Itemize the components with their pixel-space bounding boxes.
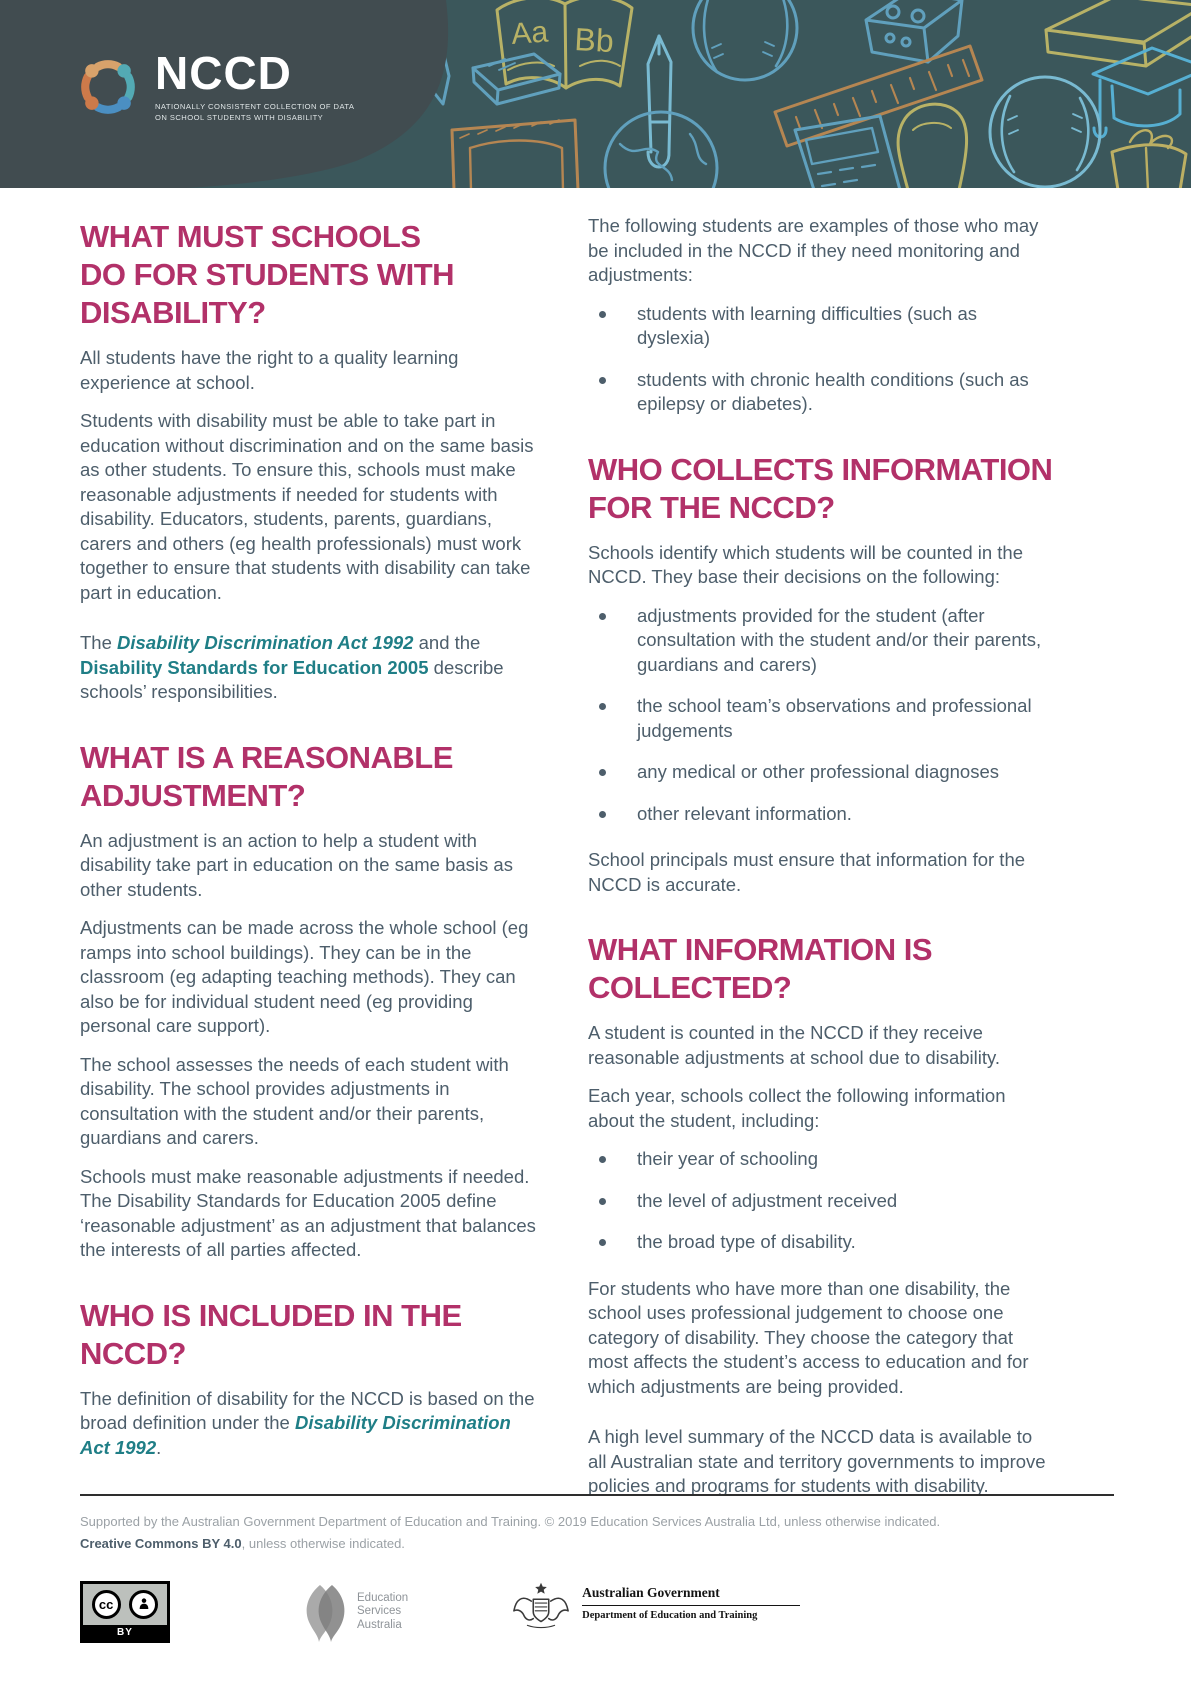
- coat-of-arms-icon: [510, 1581, 572, 1631]
- australian-government-logo: [510, 1581, 800, 1631]
- logo-tagline-line2: ON SCHOOL STUDENTS WITH DISABILITY: [155, 113, 324, 122]
- esa-text-line3: Australia: [357, 1618, 402, 1631]
- cc-icon: cc: [92, 1590, 121, 1619]
- link-disability-standards-education[interactable]: Disability Standards for Education 2005: [80, 656, 429, 678]
- cc-by-label: BY: [83, 1625, 167, 1640]
- book-text-aa: Aa: [510, 15, 550, 51]
- esa-text-line2: Services: [357, 1605, 402, 1618]
- left-column: [80, 214, 542, 1474]
- book-text-bb: Bb: [573, 21, 615, 60]
- gov-divider: [582, 1605, 800, 1606]
- list-item: adjustments provided for the student (after consultation with the student and/or their parents, guardians and carers): [588, 604, 1050, 678]
- person-icon: [129, 1590, 158, 1619]
- paragraph: Each year, schools collect the following information about the student, including:: [588, 1085, 1006, 1131]
- paragraph: School principals must ensure that information for the NCCD is accurate.: [588, 849, 1026, 895]
- paragraph: For students who have more than one disability, the school uses professional judgement to choose one category of disability. They choose the category that most affects the student’s access to education and for which adjustments are being provided.: [588, 1277, 1029, 1397]
- paragraph: The following students are examples of those who may be included in the NCCD if they need monitoring and adjustments:: [588, 215, 1039, 285]
- bullet-list: [588, 1147, 1050, 1255]
- paragraph: A student is counted in the NCCD if they receive reasonable adjustments at school due to disability.: [588, 1022, 1001, 1068]
- paragraph: Schools must make reasonable adjustments if needed. The Disability Standards for Education 2005 define ‘reasonable adjustment’ as an adjustment that balances the interests of all parties affected.: [80, 1165, 536, 1260]
- text-run: The definition of disability for the NCCD is based on the broad definition under the: [80, 1387, 535, 1433]
- education-services-australia-logo: [304, 1581, 408, 1643]
- bullet-list: [588, 302, 1050, 417]
- link-disability-discrimination-act[interactable]: Disability Discrimination Act 1992: [117, 632, 414, 653]
- bullet-list: [588, 604, 1050, 827]
- paragraph-with-links: [80, 631, 542, 705]
- list-item: students with learning difficulties (such as dyslexia): [588, 302, 1050, 351]
- heading-who-collects-information: WHO COLLECTS INFORMATION FOR THE NCCD?: [588, 451, 1053, 525]
- nccd-logo: [76, 47, 355, 123]
- text-run: The: [80, 632, 118, 653]
- text-run: and the: [413, 632, 481, 653]
- heading-what-information-collected: WHAT INFORMATION IS COLLECTED?: [588, 932, 933, 1005]
- paragraph: The school assesses the needs of each student with disability. The school provides adjustments in consultation with the student and/or their parents, guardians and carers.: [80, 1053, 509, 1148]
- footer-logos-row: [80, 1581, 1114, 1643]
- list-item: students with chronic health conditions (such as epilepsy or diabetes).: [588, 368, 1050, 417]
- paragraph: A high level summary of the NCCD data is available to all Australian state and territory governments to improve policies and programs for students with disability.: [588, 1426, 1046, 1496]
- footer-divider: [80, 1494, 1114, 1496]
- heading-who-is-included: WHO IS INCLUDED IN THE NCCD?: [80, 1297, 462, 1371]
- paragraph: An adjustment is an action to help a student with disability take part in education on the same basis as other students.: [80, 829, 513, 900]
- paragraph: Students with disability must be able to take part in education without discrimination and on the same basis as other students. To ensure this, schools must make reasonable adjustments if needed for students with disability. Educators, students, parents, guardians, carers and others (eg health professionals) must work together to ensure that students with disability can take part in education.: [80, 410, 534, 603]
- gov-text-line2: Department of Education and Training: [582, 1610, 758, 1621]
- heading-what-must-schools-do: WHAT MUST SCHOOLS DO FOR STUDENTS WITH DISABILITY?: [80, 219, 455, 330]
- logo-tagline-line1: NATIONALLY CONSISTENT COLLECTION OF DATA: [155, 102, 355, 111]
- list-item: the school team’s observations and professional judgements: [588, 694, 1050, 743]
- footer-attribution-line2: [80, 1533, 1114, 1555]
- paragraph: Adjustments can be made across the whole school (eg ramps into school buildings). They can be in the classroom (eg adapting teaching methods). They can also be for individual student need (eg providing personal care support).: [80, 917, 529, 1036]
- text-run: describe schools’ responsibilities.: [80, 656, 504, 702]
- paragraph: Schools identify which students will be counted in the NCCD. They base their decisions on the following:: [588, 541, 1024, 587]
- paragraph-with-links: [80, 1387, 542, 1461]
- heading-reasonable-adjustment: WHAT IS A REASONABLE ADJUSTMENT?: [80, 739, 453, 813]
- text-run: , unless otherwise indicated.: [241, 1536, 405, 1551]
- right-column: [588, 214, 1053, 1513]
- creative-commons-by-badge[interactable]: [80, 1581, 170, 1643]
- link-disability-discrimination-act[interactable]: Disability Discrimination Act 1992: [80, 1412, 511, 1458]
- list-item: their year of schooling: [588, 1147, 1050, 1172]
- creative-commons-label[interactable]: Creative Commons BY 4.0: [80, 1536, 242, 1551]
- header-banner: [0, 0, 1191, 188]
- gov-text-line1: Australian Government: [582, 1585, 720, 1600]
- text-run: .: [156, 1436, 162, 1458]
- esa-text-line1: Education: [357, 1591, 409, 1604]
- list-item: any medical or other professional diagnoses: [588, 760, 1050, 785]
- logo-title: NCCD: [155, 47, 292, 99]
- list-item: the level of adjustment received: [588, 1189, 1050, 1214]
- esa-petals-icon: [304, 1581, 348, 1643]
- list-item: other relevant information.: [588, 802, 1050, 827]
- footer-attribution-line1: Supported by the Australian Government Department of Education and Training. © 2019 Education Services Australia Ltd, unless otherwise indicated.: [80, 1514, 941, 1529]
- footer: [80, 1494, 1114, 1643]
- nccd-logo-ring-icon: [76, 55, 140, 119]
- paragraph: All students have the right to a quality learning experience at school.: [80, 347, 459, 393]
- list-item: the broad type of disability.: [588, 1230, 1050, 1255]
